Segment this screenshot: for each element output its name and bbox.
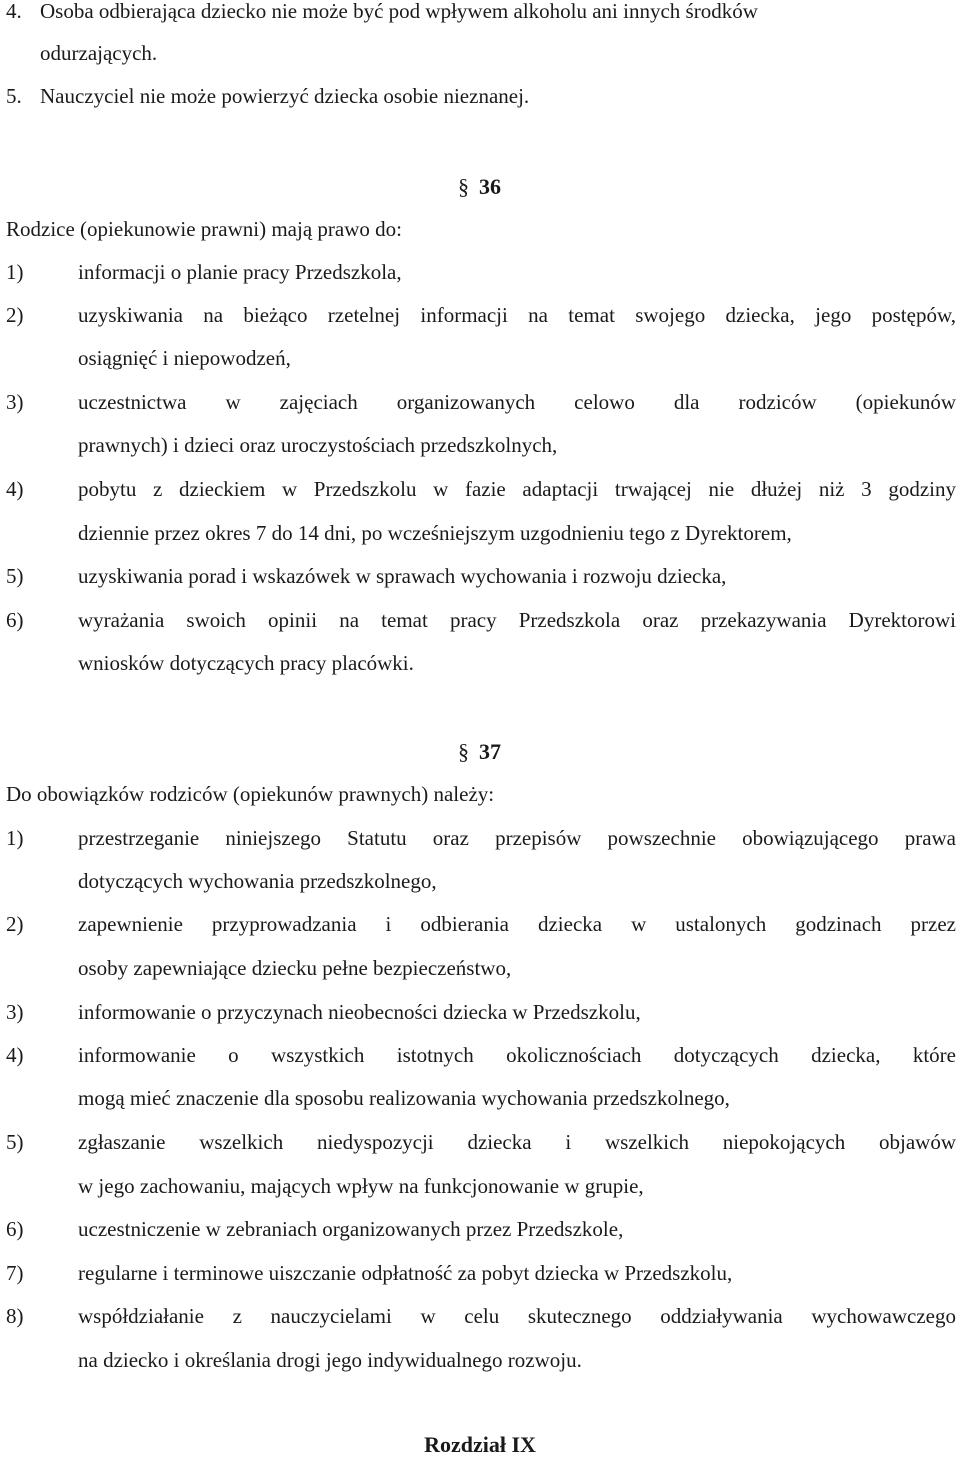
list-item-continuation: [0, 343, 960, 373]
section-symbol: §: [458, 739, 469, 764]
list-text: Nauczyciel nie może powierzyć dziecka osobie nieznanej.: [40, 84, 530, 108]
section-intro-text: Do obowiązków rodziców (opiekunów prawnych) należy:: [6, 782, 495, 806]
list-text: informacji o planie pracy Przedszkola,: [78, 260, 402, 284]
list-text: uczestnictwa w zajęciach organizowanych celowo dla rodziców (opiekunów: [78, 390, 956, 414]
list-number: 4): [6, 1043, 24, 1067]
list-item: [0, 823, 960, 853]
section-intro-text: Rodzice (opiekunowie prawni) mają prawo do:: [6, 217, 402, 241]
list-number: 2): [6, 303, 24, 327]
section-intro: [0, 214, 960, 244]
list-number: 5): [6, 564, 24, 588]
list-text: osiągnięć i niepowodzeń,: [78, 346, 291, 370]
list-item: [0, 1127, 960, 1157]
list-item: [0, 474, 960, 504]
section-number: 36: [479, 174, 501, 199]
list-text: przestrzeganie niniejszego Statutu oraz przepisów powszechnie obowiązującego prawa: [78, 826, 956, 850]
list-number: 4.: [6, 0, 22, 23]
list-item: [0, 605, 960, 635]
list-item: [0, 561, 960, 591]
list-text: uzyskiwania porad i wskazówek w sprawach wychowania i rozwoju dziecka,: [78, 564, 727, 588]
list-item-continuation: [0, 953, 960, 983]
list-number: 3): [6, 390, 24, 414]
list-item: [0, 1214, 960, 1244]
list-item: [0, 81, 960, 111]
list-item: [0, 1301, 960, 1331]
list-text: uzyskiwania na bieżąco rzetelnej informacji na temat swojego dziecka, jego postępów,: [78, 303, 956, 327]
list-item: [0, 300, 960, 330]
list-text: pobytu z dzieckiem w Przedszkolu w fazie adaptacji trwającej nie dłużej niż 3 godziny: [78, 477, 956, 501]
list-item-continuation: [0, 38, 960, 68]
list-text: dotyczących wychowania przedszkolnego,: [78, 869, 437, 893]
list-text: wyrażania swoich opinii na temat pracy Przedszkola oraz przekazywania Dyrektorowi: [78, 608, 956, 632]
list-number: 5): [6, 1130, 24, 1154]
list-item: [0, 387, 960, 417]
list-text: w jego zachowaniu, mających wpływ na funkcjonowanie w grupie,: [78, 1174, 644, 1198]
list-item-continuation: [0, 1171, 960, 1201]
list-text: odurzających.: [40, 41, 158, 65]
list-item-continuation: [0, 866, 960, 896]
list-text: Osoba odbierająca dziecko nie może być pod wpływem alkoholu ani innych środków: [40, 0, 758, 23]
list-number: 1): [6, 260, 24, 284]
list-text: prawnych) i dzieci oraz uroczystościach przedszkolnych,: [78, 433, 558, 457]
list-item-continuation: [0, 1345, 960, 1375]
list-item-continuation: [0, 648, 960, 678]
list-number: 3): [6, 1000, 24, 1024]
list-item: [0, 0, 960, 26]
list-item: [0, 997, 960, 1027]
list-text: współdziałanie z nauczycielami w celu skutecznego oddziaływania wychowawczego: [78, 1304, 956, 1328]
list-text: mogą mieć znaczenie dla sposobu realizowania wychowania przedszkolnego,: [78, 1086, 730, 1110]
list-text: na dziecko i określania drogi jego indywidualnego rozwoju.: [78, 1348, 582, 1372]
list-text: informowanie o przyczynach nieobecności dziecka w Przedszkolu,: [78, 1000, 641, 1024]
list-text: uczestniczenie w zebraniach organizowanych przez Przedszkole,: [78, 1217, 624, 1241]
list-item: [0, 1258, 960, 1288]
list-text: regularne i terminowe uiszczanie odpłatność za pobyt dziecka w Przedszkolu,: [78, 1261, 733, 1285]
chapter-title: Rozdział IX: [424, 1432, 536, 1457]
list-text: zapewnienie przyprowadzania i odbierania dziecka w ustalonych godzinach przez: [78, 912, 956, 936]
list-number: 6): [6, 608, 24, 632]
list-text: zgłaszanie wszelkich niedyspozycji dziecka i wszelkich niepokojących objawów: [78, 1130, 956, 1154]
list-item-continuation: [0, 518, 960, 548]
list-number: 1): [6, 826, 24, 850]
list-item-continuation: [0, 1083, 960, 1113]
list-text: wniosków dotyczących pracy placówki.: [78, 651, 414, 675]
list-item-continuation: [0, 430, 960, 460]
list-number: 7): [6, 1261, 24, 1285]
list-number: 2): [6, 912, 24, 936]
list-item: [0, 257, 960, 287]
list-text: dziennie przez okres 7 do 14 dni, po wcześniejszym uzgodnieniu tego z Dyrektorem,: [78, 521, 792, 545]
list-number: 8): [6, 1304, 24, 1328]
list-text: osoby zapewniające dziecku pełne bezpieczeństwo,: [78, 956, 512, 980]
list-number: 5.: [6, 84, 22, 108]
section-intro: [0, 779, 960, 809]
section-heading: [0, 172, 960, 202]
section-heading: [0, 737, 960, 767]
list-number: 4): [6, 477, 24, 501]
list-text: informowanie o wszystkich istotnych okolicznościach dotyczących dziecka, które: [78, 1043, 956, 1067]
section-number: 37: [479, 739, 501, 764]
section-symbol: §: [458, 174, 469, 199]
list-item: [0, 909, 960, 939]
list-number: 6): [6, 1217, 24, 1241]
list-item: [0, 1040, 960, 1070]
